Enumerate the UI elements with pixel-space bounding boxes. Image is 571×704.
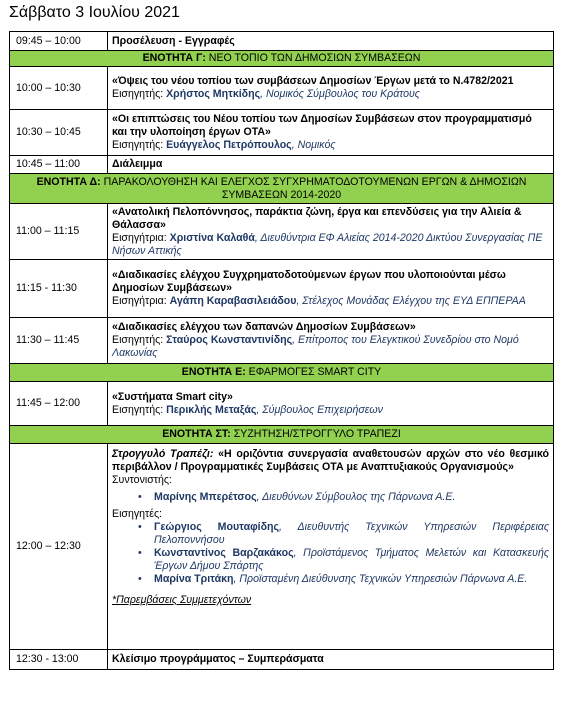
section-title: ΕΦΑΡΜΟΓΕΣ SMART CITY: [245, 366, 382, 378]
section-header: [10, 426, 554, 444]
section-title: ΝΕΟ ΤΟΠΙΟ ΤΩΝ ΔΗΜΟΣΙΩΝ ΣΥΜΒΑΣΕΩΝ: [205, 52, 421, 64]
speaker-role: , Σύμβουλος Επιχειρήσεων: [256, 403, 383, 416]
section-title: ΣΥΖΗΤΗΣΗ/ΣΤΡΟΓΓΥΛΟ ΤΡΑΠΕΖΙ: [230, 428, 401, 440]
speaker-name: Ευάγγελος Πετρόπουλος: [166, 139, 292, 151]
table-row: [10, 444, 554, 650]
speaker-role: , Διευθύνων Σύμβουλος της Πάρνωνα Α.Ε.: [256, 491, 456, 503]
speaker-name: Χρήστος Μητκίδης: [166, 88, 261, 100]
speaker-label: Εισηγητής:: [112, 334, 167, 346]
session-title: «Συστήματα Smart city»: [112, 390, 233, 403]
section-header: [10, 174, 554, 204]
speaker-label: Εισηγητής:: [112, 139, 167, 151]
session-title: Διάλειμμα: [108, 156, 554, 174]
time-cell: 10:30 – 10:45: [10, 110, 108, 156]
session-title: «Η οριζόντια συνεργασία αναθετουσών αρχών στο νέο θεσμικό περιβάλλον / Προγραμματικές Συμβάσεις ΟΤΑ με Αναπτυξιακούς Οργανισμούς»: [112, 448, 549, 473]
time-cell: 11:00 – 11:15: [10, 204, 108, 260]
section-label: ΕΝΟΤΗΤΑ Δ:: [36, 175, 101, 188]
section-header: [10, 364, 554, 382]
time-cell: 12:00 – 12:30: [10, 444, 108, 650]
speaker-name: Μαρίνα Τριτάκη: [154, 573, 234, 585]
agenda-table: [9, 31, 554, 670]
coordinator-list: [112, 491, 549, 504]
session-title: «Διαδικασίες ελέγχου των δαπανών Δημοσίων Συμβάσεων»: [112, 321, 416, 333]
list-item: [154, 573, 549, 586]
table-row: [10, 110, 554, 156]
speaker-role: , Επίτροπος του Ελεγκτικού Συνεδρίου στο Νομό Λακωνίας: [112, 334, 519, 359]
speaker-role: , Προϊσταμένη Διεύθυνσης Τεχνικών Υπηρεσιών Πάρνωνα Α.Ε.: [233, 573, 528, 585]
speaker-role: , Νομικός: [291, 139, 336, 151]
speaker-role: , Στέλεχος Μονάδας Ελέγχου της ΕΥΔ ΕΠΠΕΡΑΑ: [296, 295, 526, 307]
section-label: ΕΝΟΤΗΤΑ ΣΤ:: [162, 428, 231, 440]
time-cell: 12:30 - 13:00: [10, 650, 108, 670]
speaker-name: Μαρίνης Μπερέτσος: [154, 491, 257, 503]
speaker-name: Περικλής Μεταξάς: [166, 403, 257, 416]
time-cell: 11:45 – 12:00: [10, 382, 108, 426]
speaker-role: , Διευθυντής Τεχνικών Υπηρεσιών Περιφέρειας Πελοποννήσου: [154, 521, 549, 546]
speakers-label: Εισηγητές:: [112, 508, 162, 520]
session-title: «Όψεις του νέου τοπίου των συμβάσεων Δημοσίων Έργων μετά το Ν.4782/2021: [112, 75, 514, 87]
table-row: [10, 204, 554, 260]
time-cell: 10:45 – 11:00: [10, 156, 108, 174]
table-row: [10, 67, 554, 110]
list-item: [154, 547, 549, 573]
session-title: «Διαδικασίες ελέγχου Συγχρηματοδοτούμενων έργων που υλοποιούνται μέσω Δημοσίων Συμβάσεων»: [112, 269, 506, 294]
table-row: [10, 260, 554, 318]
speaker-name: Κωνσταντίνος Βαρζακάκος: [154, 547, 294, 559]
table-row: [10, 318, 554, 364]
section-label: ΕΝΟΤΗΤΑ Ε:: [181, 366, 246, 378]
speaker-name: Σταύρος Κωνσταντινίδης: [166, 334, 293, 346]
section-title: ΠΑΡΑΚΟΛΟΥΘΗΣΗ ΚΑΙ ΕΛΕΓΧΟΣ ΣΥΓΧΡΗΜΑΤΟΔΟΤΟΥΜΕΝΩΝ ΕΡΓΩΝ & ΔΗΜΟΣΙΩΝ ΣΥΜΒΑΣΕΩΝ 2014-2020: [100, 175, 527, 201]
time-cell: 11:30 – 11:45: [10, 318, 108, 364]
participants-note: *Παρεμβάσεις Συμμετεχόντων: [112, 594, 252, 606]
speaker-name: Γεώργιος Μουταφίδης: [154, 521, 280, 533]
speaker-label: Εισηγητής:: [112, 88, 167, 100]
coordinator-label: Συντονιστής:: [112, 474, 172, 486]
round-table-prefix: Στρογγυλό Τραπέζι:: [112, 448, 214, 460]
speaker-name: Χριστίνα Καλαθά: [169, 231, 255, 244]
session-title: «Ανατολική Πελοπόννησος, παράκτια ζώνη, έργα και επενδύσεις για την Αλιεία & Θάλασσα»: [112, 205, 522, 231]
speaker-label: Εισηγήτρια:: [112, 231, 170, 244]
list-item: [154, 521, 549, 547]
list-item: [154, 491, 549, 504]
session-title: Προσέλευση - Εγγραφές: [108, 32, 554, 51]
speaker-role: , Νομικός Σύμβουλος του Κράτους: [260, 88, 420, 100]
round-table-title: [112, 448, 549, 474]
page-date: Σάββατο 3 Ιουλίου 2021: [9, 4, 180, 21]
speaker-label: Εισηγητής:: [112, 403, 167, 416]
section-header: [10, 51, 554, 67]
time-cell: 10:00 – 10:30: [10, 67, 108, 110]
time-cell: 09:45 – 10:00: [10, 32, 108, 51]
time-cell: 11:15 - 11:30: [10, 260, 108, 318]
table-row: [10, 156, 554, 174]
speaker-role: , Διευθύντρια ΕΦ Αλιείας 2014-2020 Δικτύου Συνεργασίας ΠΕ Νήσων Αττικής: [112, 231, 543, 257]
table-row: [10, 32, 554, 51]
section-label: ΕΝΟΤΗΤΑ Γ:: [142, 52, 206, 64]
speakers-list: [112, 521, 549, 586]
table-row: [10, 650, 554, 670]
session-title: «Οι επιπτώσεις του Νέου τοπίου των Δημοσίων Συμβάσεων στον προγραμματισμό και την υλοποίηση έργων ΟΤΑ»: [112, 113, 532, 138]
table-row: [10, 382, 554, 426]
speaker-role: , Προϊστάμενος Τμήματος Μελετών και Κατασκευής Έργων Δήμου Σπάρτης: [154, 547, 549, 572]
speaker-name: Αγάπη Καραβασιλειάδου: [169, 295, 297, 307]
speaker-label: Εισηγήτρια:: [112, 295, 170, 307]
session-title: Κλείσιμο προγράμματος – Συμπεράσματα: [108, 650, 554, 670]
